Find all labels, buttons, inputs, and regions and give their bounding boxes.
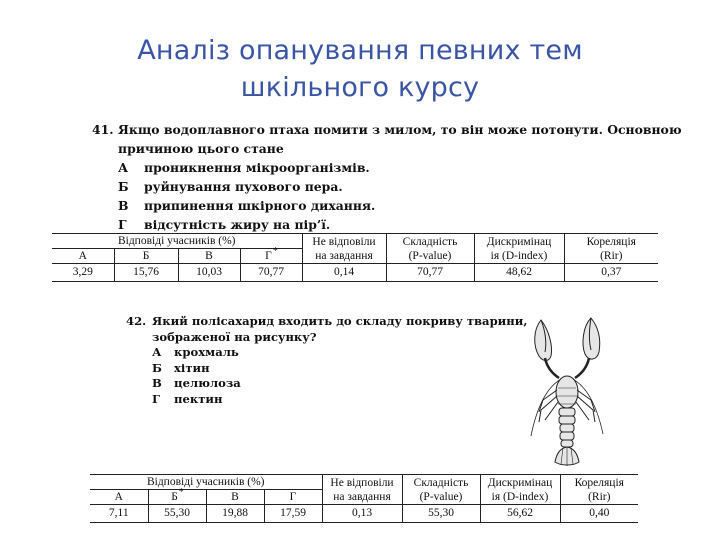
answer-option-c — [152, 376, 352, 392]
question-41 — [92, 120, 682, 232]
question-text-line-2: причиною цього стане — [118, 141, 284, 156]
question-text-line-1: Який полісахарид входить до складу покриву тварини, — [152, 314, 528, 328]
statistics-table-41 — [52, 233, 658, 282]
value-difficulty: 55,30 — [402, 505, 480, 523]
option-letter: Б — [152, 360, 162, 375]
discrimination-header-line-2: ія (D-index) — [491, 490, 549, 503]
difficulty-header — [386, 234, 474, 264]
value-answer-b: 15,76 — [114, 264, 178, 282]
answer-option-a — [152, 345, 352, 361]
answers-header: Відповіді учасників (%) — [52, 234, 302, 249]
question-text — [118, 120, 682, 158]
option-text: пектин — [174, 391, 223, 406]
answer-option-c — [118, 196, 518, 215]
value-discrimination: 56,62 — [480, 505, 560, 523]
value-discrimination: 48,62 — [474, 264, 564, 282]
answer-letter-d: Г — [264, 490, 322, 505]
correlation-header-line-2: (Rir) — [588, 490, 611, 503]
option-letter: Б — [118, 179, 129, 194]
answer-option-b — [152, 361, 352, 377]
option-letter: В — [152, 376, 162, 390]
discrimination-header — [480, 475, 560, 505]
question-number: 41. — [92, 122, 114, 137]
option-letter: А — [118, 160, 129, 175]
answer-options — [152, 345, 352, 407]
question-number: 42. — [126, 314, 147, 328]
statistics-table-42 — [90, 474, 638, 523]
answer-options — [118, 158, 518, 234]
answer-option-d — [118, 215, 518, 234]
value-correlation: 0,40 — [560, 505, 638, 523]
value-answer-a: 7,11 — [108, 507, 129, 519]
correct-answer-marker: * — [178, 487, 184, 498]
option-letter: А — [152, 345, 162, 359]
discrimination-header-line-1: Дискримінац — [486, 235, 552, 248]
value-answer-c: 10,03 — [178, 264, 240, 282]
value-correlation: 0,37 — [564, 264, 658, 282]
value-answer-d: 70,77 — [240, 264, 302, 282]
discrimination-header-line-1: Дискримінац — [487, 476, 553, 489]
answer-letter-b-label: Б — [171, 491, 178, 503]
title-line-1: Аналіз опанування певних тем — [137, 35, 583, 66]
option-text: руйнування пухового пера. — [144, 179, 343, 194]
answer-option-d — [152, 392, 352, 408]
difficulty-header-line-2: (P-value) — [408, 249, 452, 262]
correlation-header-line-2: (Rir) — [600, 249, 623, 262]
option-text: хітин — [174, 360, 210, 375]
answer-letter-d-label: Г — [265, 250, 272, 262]
answer-letter-c: В — [206, 490, 264, 505]
answer-letter-b — [148, 487, 206, 505]
discrimination-header — [474, 234, 564, 264]
option-text: припинення шкірного дихання. — [144, 198, 376, 213]
question-42 — [126, 314, 526, 414]
value-answer-d: 17,59 — [264, 505, 322, 523]
discrimination-header-line-2: ія (D-index) — [490, 249, 548, 262]
answer-letter-d — [240, 246, 302, 264]
no-answer-header — [322, 475, 402, 505]
value-no-answer: 0,13 — [322, 505, 402, 523]
question-text-line-2: зображеної на рисунку? — [152, 329, 317, 344]
option-letter: Г — [152, 391, 161, 406]
value-difficulty: 70,77 — [386, 264, 474, 282]
no-answer-header-line-1: Не відповіли — [330, 476, 394, 489]
no-answer-header — [302, 234, 386, 264]
answer-option-b — [118, 177, 518, 196]
value-answer-b: 55,30 — [148, 505, 206, 523]
correlation-header-line-1: Кореляція — [574, 476, 624, 489]
no-answer-header-line-2: на завдання — [333, 490, 391, 503]
difficulty-header-line-1: Складність — [413, 476, 469, 489]
difficulty-header-line-1: Складність — [402, 235, 458, 248]
option-letter: В — [118, 198, 129, 213]
option-text: целюлоза — [174, 376, 241, 390]
option-text: проникнення мікроорганізмів. — [144, 160, 370, 175]
page-title — [0, 32, 720, 106]
title-line-2: шкільного курсу — [240, 72, 480, 103]
answer-letter-b: Б — [114, 249, 178, 264]
value-answer-c: 19,88 — [206, 505, 264, 523]
answers-header: Відповіді учасників (%) — [90, 475, 322, 490]
difficulty-header — [402, 475, 480, 505]
answer-letter-c: В — [178, 249, 240, 264]
value-no-answer: 0,14 — [302, 264, 386, 282]
option-letter: Г — [118, 217, 127, 232]
no-answer-header-line-2: на завдання — [315, 249, 373, 262]
crayfish-illustration — [527, 316, 607, 476]
answer-option-a — [118, 158, 518, 177]
option-text: відсутність жиру на пір’ї. — [144, 217, 331, 232]
option-text: крохмаль — [174, 345, 239, 359]
value-answer-a: 3,29 — [72, 266, 93, 278]
correct-answer-marker: * — [272, 246, 278, 257]
question-text — [152, 314, 532, 345]
correlation-header-line-1: Кореляція — [586, 235, 636, 248]
question-text-line-1: Якщо водоплавного птаха помити з милом, то він може потонути. Основною — [118, 122, 682, 137]
difficulty-header-line-2: (P-value) — [419, 490, 463, 503]
correlation-header — [560, 475, 638, 505]
answer-letter-a: А — [52, 249, 114, 264]
answer-letter-a: А — [90, 490, 148, 505]
no-answer-header-line-1: Не відповіли — [312, 235, 376, 248]
correlation-header — [564, 234, 658, 264]
